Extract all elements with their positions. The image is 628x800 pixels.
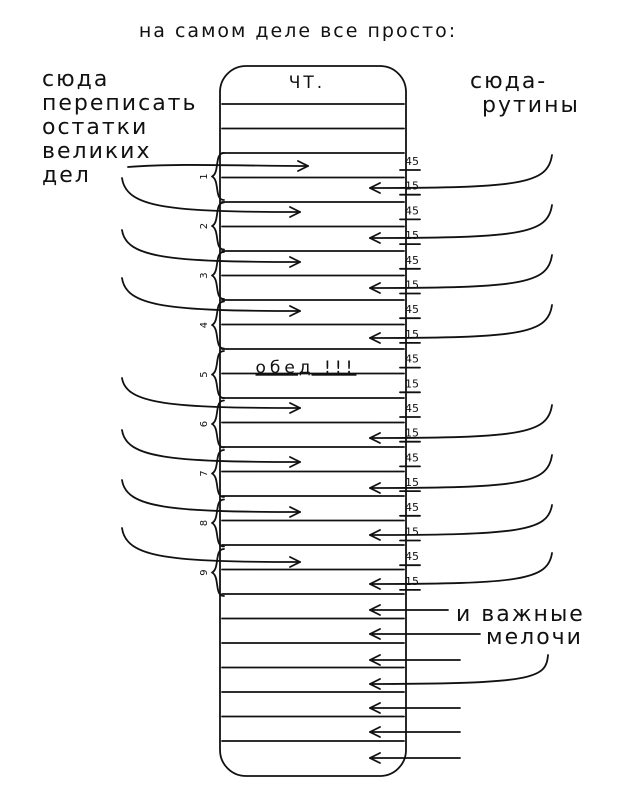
slot-minutes-label: 45 <box>405 500 419 514</box>
left-note-line: сюда <box>42 67 110 92</box>
arrow-right <box>370 405 552 438</box>
arrow-right <box>370 305 552 338</box>
arrow-left <box>128 165 308 167</box>
day-column <box>220 66 406 776</box>
arrow-left <box>122 378 300 408</box>
slot-minutes-label: 45 <box>405 204 419 218</box>
block-bracket <box>212 549 224 596</box>
slot-minutes-label: 45 <box>405 155 419 168</box>
page-title: на самом деле все просто: <box>138 20 458 42</box>
slot-minutes-label: 45 <box>405 352 419 366</box>
arrow-right <box>370 155 552 188</box>
left-note <box>42 67 197 188</box>
block-bracket <box>212 450 224 497</box>
block-bracket <box>212 500 224 547</box>
left-note-line: дел <box>42 163 91 188</box>
slot-minutes-label: 15 <box>405 476 419 490</box>
arrow-right <box>370 205 552 238</box>
block-number: 6 <box>199 420 210 428</box>
arrow-left <box>122 178 300 212</box>
slot-minutes-label: 45 <box>405 550 419 564</box>
left-note-line: остатки <box>42 115 149 140</box>
day-label: ЧТ. <box>288 73 326 93</box>
slot-minutes-label: 45 <box>405 402 419 415</box>
bottom-note-line: и важные <box>456 602 585 627</box>
arrow-left <box>122 230 300 262</box>
bottom-note-line: мелочи <box>486 625 583 650</box>
block-bracket <box>212 351 224 398</box>
slot-minutes-label: 45 <box>405 451 419 465</box>
slot-minutes-label: 15 <box>405 377 419 391</box>
arrow-left <box>122 278 300 311</box>
block-bracket <box>212 153 224 200</box>
arrow-right <box>370 255 552 288</box>
slot-minutes-label: 15 <box>405 426 419 440</box>
slot-minutes-label: 15 <box>405 525 419 539</box>
left-note-line: великих <box>42 139 152 164</box>
arrow-left <box>122 430 300 462</box>
right-note-line: рутины <box>482 93 580 118</box>
block-number: 9 <box>199 569 210 576</box>
slot-minutes-label: 45 <box>405 303 419 317</box>
slot-minutes-label: 15 <box>405 574 419 588</box>
left-note-line: переписать <box>42 91 198 116</box>
slot-minutes-label: 15 <box>405 278 419 292</box>
time-slot-lines <box>222 104 404 741</box>
slot-minutes-label: 45 <box>405 253 419 267</box>
block-number: 7 <box>199 470 210 477</box>
block-number: 1 <box>199 173 210 180</box>
bottom-note <box>456 602 585 650</box>
right-note-line: сюда- <box>470 69 548 94</box>
block-number: 3 <box>199 272 210 279</box>
block-number: 5 <box>199 371 210 378</box>
slot-minutes-label: 15 <box>405 229 419 243</box>
block-number: 2 <box>199 222 210 230</box>
slot-minutes-label: 15 <box>405 327 419 341</box>
block-number: 4 <box>199 321 210 329</box>
slot-minute-labels <box>400 155 420 590</box>
arrow-right <box>370 553 552 584</box>
lunch-label: обед !!! <box>255 358 357 378</box>
slot-minutes-label: 15 <box>405 179 419 193</box>
block-number: 8 <box>199 519 210 527</box>
right-note <box>470 69 580 118</box>
